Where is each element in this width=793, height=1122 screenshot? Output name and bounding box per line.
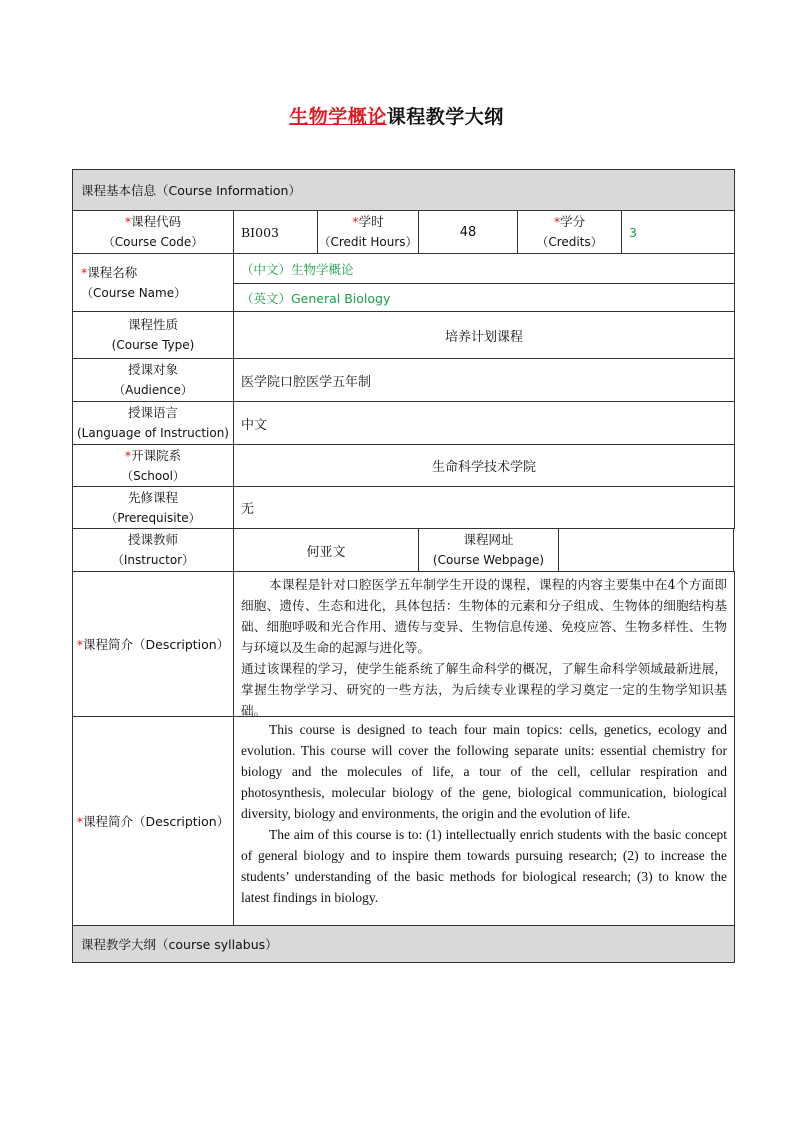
required-mark: *: [124, 447, 132, 463]
credit-hours-value: 48: [459, 224, 477, 240]
section-course-syllabus-label: 课程教学大纲（course syllabus）: [81, 937, 278, 952]
course-name-label-en: （Course Name）: [81, 285, 187, 300]
page-title: [0, 102, 793, 129]
credits-value-cell: [621, 210, 735, 254]
description-en-label-text: 课程简介（Description）: [83, 813, 230, 829]
course-webpage-value-cell[interactable]: [558, 528, 734, 572]
credits-label-text: 学分: [560, 214, 586, 229]
credit-hours-label-cell: [317, 210, 419, 254]
course-name-en: （英文）General Biology: [241, 290, 391, 306]
course-code-label-cell: [72, 210, 234, 254]
section-course-syllabus: [72, 925, 735, 963]
credit-hours-label-cn: [352, 211, 383, 232]
description-en-label-cell: [72, 716, 234, 926]
credits-value: 3: [629, 224, 637, 240]
course-webpage-label-cn: 课程网址: [463, 532, 514, 547]
description-cn-label-text: 课程简介（Description）: [83, 636, 230, 652]
school-label-en: （School）: [121, 468, 185, 483]
course-name-label-text: 课程名称: [87, 264, 138, 280]
description-en-paragraph-1: This course is designed to teach four main topics: cells, genetics, ecology and evolution. This course will cover the following separate units: essential chemistry for biology and the molecules of life, a tour of the cell, cellular respiration and photosynthesis, molecular biology of the gene, biological communication, biological diversity, biology and environments, the origin and the evolution of life.: [241, 722, 727, 821]
language-label-en: (Language of Instruction): [76, 426, 229, 440]
course-code-value-cell: [233, 210, 318, 254]
credits-label-cn: [554, 211, 585, 232]
course-code-label-en: （Course Code）: [102, 235, 204, 249]
prerequisite-value: 无: [241, 502, 255, 517]
required-mark: *: [81, 264, 88, 280]
description-cn-label: [77, 634, 229, 655]
credit-hours-label-en: （Credit Hours）: [318, 235, 418, 249]
course-type-label-cell: [72, 311, 234, 359]
language-label-cell: [72, 401, 234, 445]
audience-value: 医学院口腔医学五年制: [241, 374, 372, 390]
instructor-label-cn: 授课教师: [127, 532, 178, 547]
course-type-label-en: (Course Type): [111, 338, 195, 352]
instructor-label-en: （Instructor）: [111, 553, 195, 567]
credit-hours-value-cell: [418, 210, 518, 254]
credit-hours-label-text: 学时: [358, 214, 384, 229]
description-en-paragraph-2: The aim of this course is to: (1) intellectually enrich students with the basic concept of general biology and to inspire them towards pursuing research; (2) to increase the students’ understanding of the basic methods for biological research; (3) to know the latest findings in biology.: [241, 827, 727, 905]
language-label-cn: 授课语言: [127, 405, 178, 420]
instructor-label-cell: [72, 528, 234, 572]
course-name-label-cn: [81, 262, 137, 283]
school-label-cell: [72, 444, 234, 487]
school-label-text: 开课院系: [131, 447, 182, 463]
description-cn-paragraph-2: 通过该课程的学习，使学生能系统了解生命科学的概况，了解生命科学领域最新进展，掌握生物学学习、研究的一些方法，为后续专业课程的学习奠定一定的生物学知识基础。: [241, 661, 727, 718]
audience-label-en: （Audience）: [113, 383, 193, 397]
prerequisite-value-cell: [233, 486, 735, 529]
title-suffix: 课程教学大纲: [386, 106, 504, 128]
instructor-value-cell: [233, 528, 419, 572]
required-mark: *: [76, 636, 84, 652]
course-code-label-cn: [125, 211, 181, 232]
course-name-label-cell: [72, 253, 234, 312]
description-en-label: [77, 811, 229, 832]
instructor-value: 何亚文: [306, 544, 346, 560]
audience-label-cn: 授课对象: [127, 362, 178, 377]
required-mark: *: [553, 214, 561, 229]
audience-value-cell: [233, 358, 735, 402]
description-cn-paragraph-1: 本课程是针对口腔医学五年制学生开设的课程，课程的内容主要集中在4个方面即细胞、遗传、生态和进化，具体包括：生物体的元素和分子组成、生物体的细胞结构基础、细胞呼吸和光合作用、遗传与变异、生物信息传递、免疫应答、生物多样性、生物与环境以及生命的起源与进化等。: [241, 577, 727, 655]
course-type-value-cell: [233, 311, 735, 359]
description-cn-label-cell: [72, 571, 234, 717]
section-course-information-label: 课程基本信息（Course Information）: [81, 183, 301, 198]
course-type-value: 培养计划课程: [444, 329, 523, 345]
required-mark: *: [76, 813, 84, 829]
description-en-cell: [233, 716, 735, 926]
prerequisite-label-cell: [72, 486, 234, 529]
course-code-value: BI003: [241, 224, 279, 240]
description-cn-cell: [233, 571, 735, 717]
section-course-information: [72, 169, 735, 211]
course-name-en-cell: [233, 283, 735, 312]
course-name-cn-cell: [233, 253, 735, 284]
course-type-label-cn: 课程性质: [127, 317, 178, 332]
course-webpage-label-cell: [418, 528, 559, 572]
required-mark: *: [352, 214, 359, 229]
course-code-label-text: 课程代码: [131, 214, 182, 229]
title-course-name: 生物学概论: [289, 106, 387, 128]
school-label-cn: [125, 445, 181, 466]
credits-label-en: （Credits）: [536, 235, 603, 249]
prerequisite-label-cn: 先修课程: [127, 489, 178, 505]
school-value: 生命科学技术学院: [431, 460, 536, 475]
language-value: 中文: [241, 417, 268, 433]
course-name-cn: （中文）生物学概论: [241, 261, 354, 277]
school-value-cell: [233, 444, 735, 487]
audience-label-cell: [72, 358, 234, 402]
credits-label-cell: [517, 210, 622, 254]
course-webpage-label-en: (Course Webpage): [432, 553, 545, 567]
prerequisite-label-en: （Prerequisite）: [105, 510, 201, 525]
language-value-cell: [233, 401, 735, 445]
required-mark: *: [124, 214, 132, 229]
